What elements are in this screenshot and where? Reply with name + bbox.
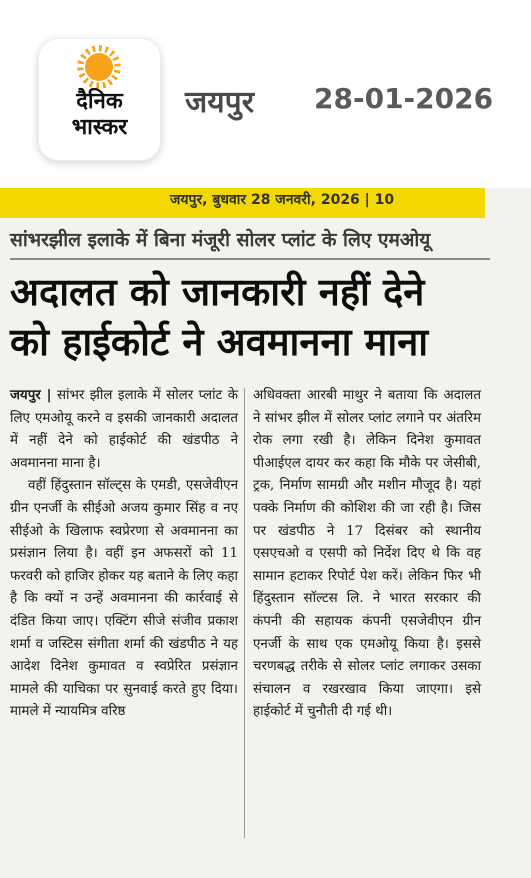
dateline-bar bbox=[0, 188, 485, 218]
subheadline-rule bbox=[10, 258, 490, 260]
newspaper-clipping bbox=[0, 188, 531, 878]
sun-icon bbox=[85, 53, 113, 81]
article-paragraph-3: अधिवक्ता आरबी माथुर ने बताया कि अदालत ने सांभर झील में सोलर प्लांट लगाने पर अंतरिम रोक लगा रखी है। लेकिन दिनेश कुमावत पीआईएल दायर कर कहा कि मौके पर जेसीबी, ट्रक, निर्माण सामग्री और मशीन मौजूद है। यहां पक्के निर्माण की कोशिश की जा रही है। जिस पर खंडपीठ ने 17 दिसंबर को स्थानीय एसएचओ व एसपी को निर्देश दिए थे कि वह सामान हटाकर रिपोर्ट पेश करें। लेकिन फिर भी हिंदुस्तान सॉल्टस लि. ने भारत सरकार की कंपनी की सहायक कंपनी एसजेवीएन ग्रीन एनर्जी के साथ एक एमओयू किया है। इससे चरणबद्ध तरीके से सोलर प्लांट लगाकर उसका संचालन व रखरखाव किया जाएगा। इसे हाईकोर्ट में चुनौती दी गई थी। bbox=[253, 388, 481, 720]
edition-city: जयपुर bbox=[185, 85, 254, 120]
screen-header bbox=[0, 0, 531, 180]
page-dateline: जयपुर, बुधवार 28 जनवरी, 2026 | 10 bbox=[170, 192, 395, 208]
logo-text-line1: दैनिक bbox=[76, 89, 123, 114]
article-column-right bbox=[253, 385, 481, 724]
article-column-left bbox=[10, 385, 238, 724]
dainik-bhaskar-logo bbox=[38, 38, 161, 161]
headline-line2: को हाईकोर्ट ने अवमानना माना bbox=[10, 320, 429, 364]
column-divider bbox=[244, 388, 245, 838]
subheadline: सांभरझील इलाके में बिना मंजूरी सोलर प्लांट के लिए एमओयू bbox=[10, 229, 431, 251]
article-paragraph-1 bbox=[10, 385, 238, 475]
paragraph-1-text: सांभर झील इलाके में सोलर प्लांट के लिए एमओयू करने व इसकी जानकारी अदालत में नहीं देने को हाईकोर्ट की खंडपीठ ने अवमानना माना है। bbox=[10, 388, 239, 471]
headline-line1: अदालत को जानकारी नहीं देने bbox=[10, 270, 425, 314]
logo-text-line2: भास्कर bbox=[71, 115, 128, 140]
article-paragraph-2: वहीं हिंदुस्तान सॉल्ट्स के एमडी, एसजेवीएन ग्रीन एनर्जी के सीईओ अजय कुमार सिंह व नए सीईओ के खिलाफ स्वप्रेरणा से अवमानना का प्रसंज्ञान लिया है। वहीं इन अफसरों को 11 फरवरी को हाजिर होकर यह बताने के लिए कहा है कि क्यों न उन्हें अवमानना की कार्रवाई से दंडित किया जाए। एक्टिंग सीजे संजीव प्रकाश शर्मा व जस्टिस संगीता शर्मा की खंडपीठ ने यह आदेश दिनेश कुमावत व स्वप्रेरित प्रसंज्ञान मामले की याचिका पर सुनवाई करते हुए दिया। मामले में न्यायमित्र वरिष्ठ bbox=[10, 478, 238, 720]
edition-date: 28-01-2026 bbox=[314, 82, 494, 115]
city-tag: जयपुर | bbox=[10, 388, 52, 403]
